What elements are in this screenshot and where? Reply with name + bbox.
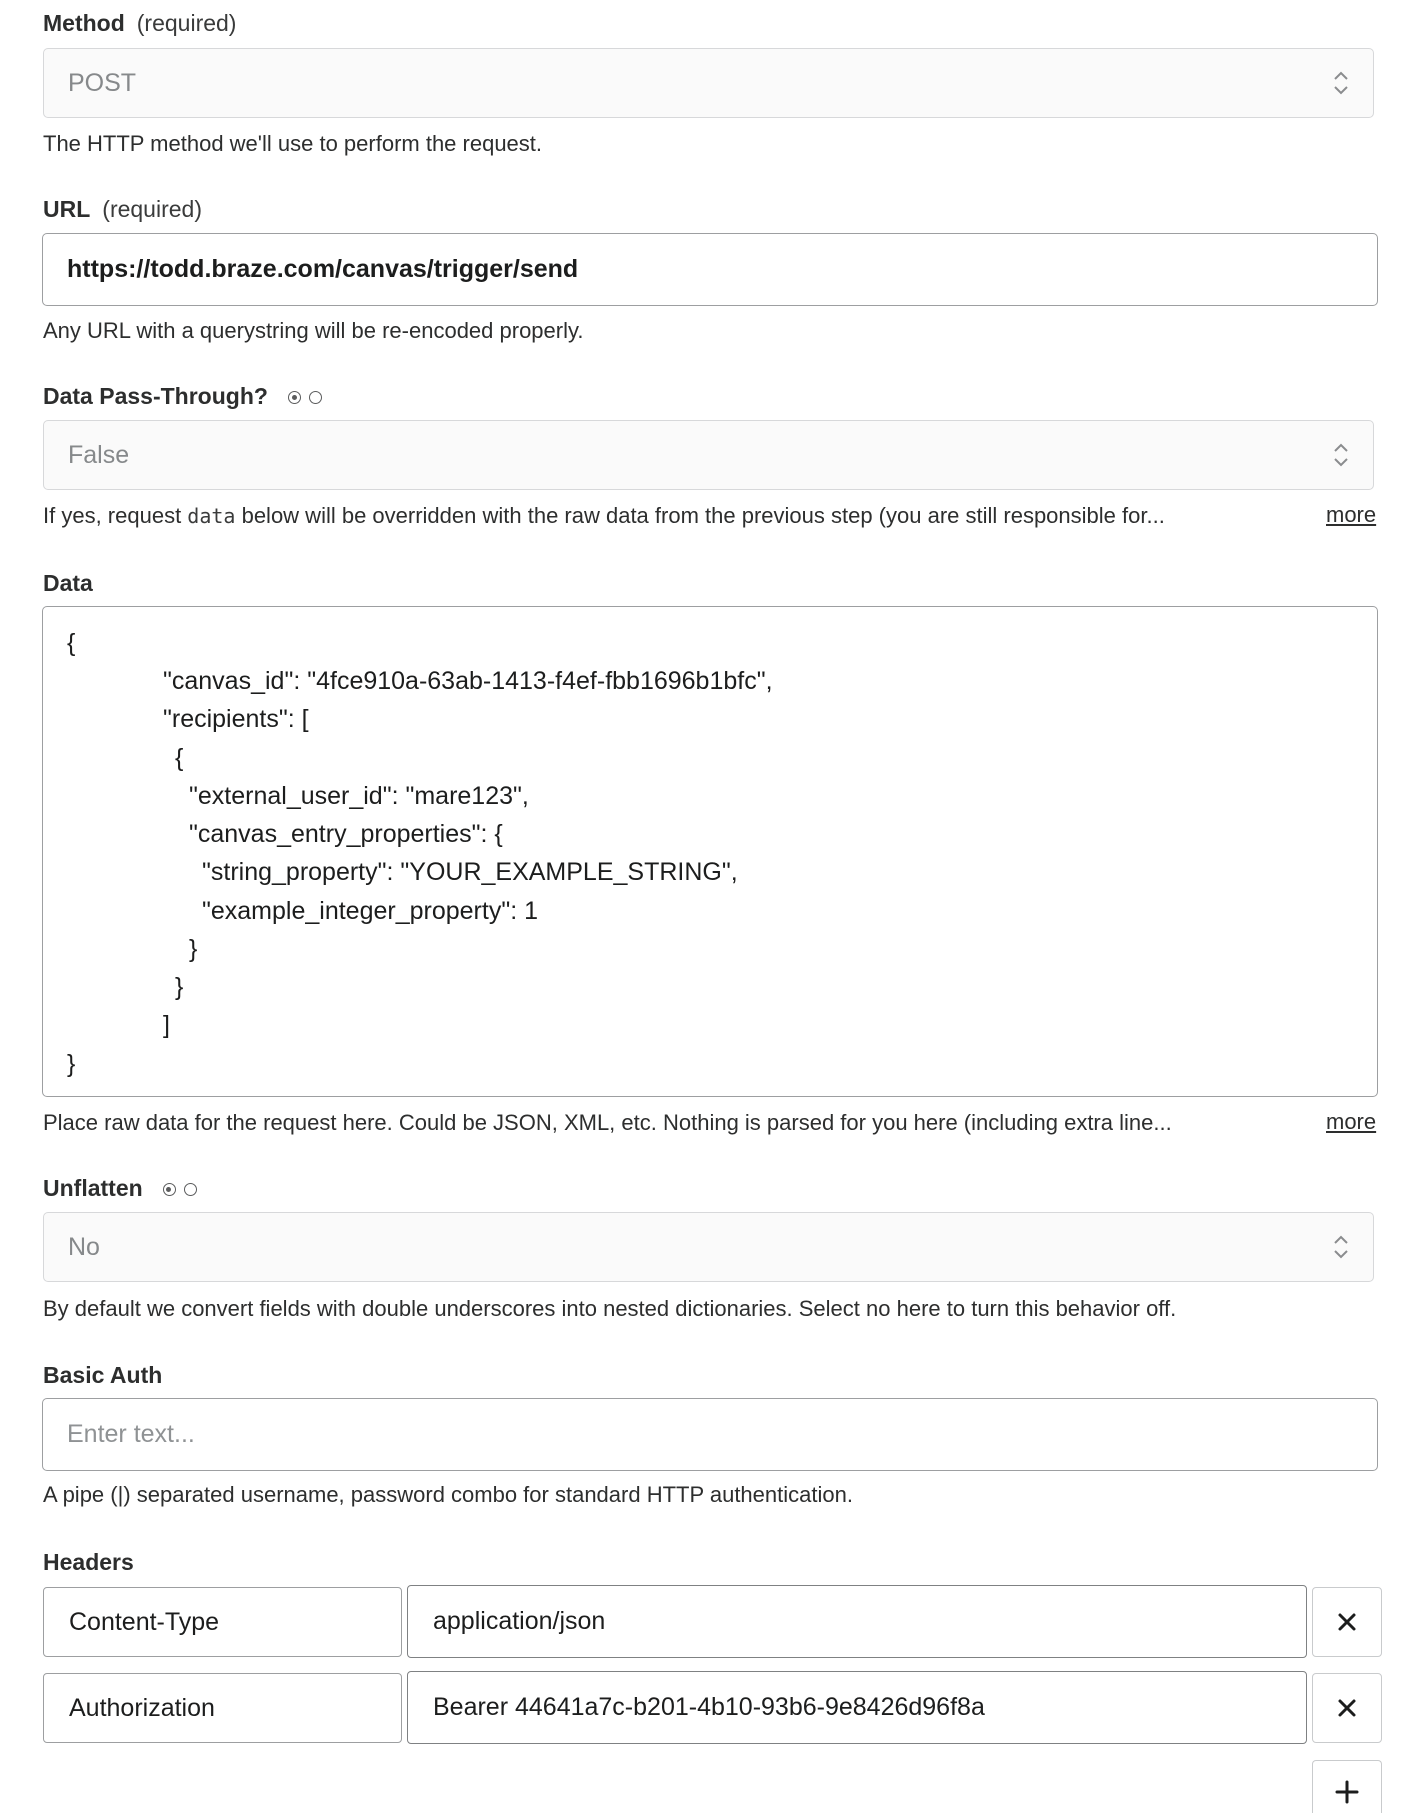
data-line: ] — [163, 1011, 170, 1039]
header-key-value: Authorization — [69, 1693, 215, 1722]
method-help: The HTTP method we'll use to perform the request. — [43, 131, 543, 156]
data-line: "canvas_entry_properties": { — [189, 820, 503, 848]
remove-header-button[interactable] — [1312, 1587, 1382, 1657]
unflatten-radio-off[interactable] — [184, 1183, 197, 1196]
url-input[interactable] — [42, 233, 1378, 306]
plus-icon — [1334, 1779, 1360, 1805]
header-key-input[interactable] — [43, 1673, 402, 1743]
up-down-chevron-icon — [1331, 1232, 1351, 1262]
basic-auth-help: A pipe (|) separated username, password combo for standard HTTP authentication. — [43, 1482, 853, 1507]
header-value-input[interactable] — [407, 1671, 1307, 1744]
passthrough-select-value: False — [68, 440, 130, 469]
data-line: "canvas_id": "4fce910a-63ab-1413-f4ef-fbb1696b1bfc", — [163, 667, 773, 695]
remove-header-button[interactable] — [1312, 1673, 1382, 1743]
passthrough-radio-group[interactable] — [288, 391, 322, 404]
data-line: } — [67, 1050, 76, 1078]
unflatten-radio-group[interactable] — [163, 1183, 197, 1196]
up-down-chevron-icon — [1331, 440, 1351, 470]
data-label: Data — [43, 570, 93, 596]
basic-auth-placeholder: Enter text... — [67, 1420, 195, 1448]
method-required-note: (required) — [136, 10, 237, 36]
unflatten-select-value: No — [68, 1232, 100, 1261]
data-line: "example_integer_property": 1 — [202, 897, 538, 925]
headers-label: Headers — [43, 1549, 134, 1575]
url-help: Any URL with a querystring will be re-encoded properly. — [43, 318, 584, 343]
method-select-value: POST — [68, 68, 137, 97]
unflatten-select[interactable] — [43, 1212, 1374, 1282]
passthrough-select[interactable] — [43, 420, 1374, 490]
data-line: "external_user_id": "mare123", — [189, 782, 529, 810]
passthrough-radio-on[interactable] — [288, 391, 301, 404]
up-down-chevron-icon — [1331, 68, 1351, 98]
unflatten-help: By default we convert fields with double underscores into nested dictionaries. Select no here to turn this behavior off. — [43, 1296, 1177, 1321]
data-more-link[interactable]: more — [1326, 1109, 1377, 1134]
data-line: } — [175, 973, 184, 1001]
passthrough-radio-off[interactable] — [309, 391, 322, 404]
add-header-button[interactable] — [1312, 1760, 1382, 1813]
data-line: "string_property": "YOUR_EXAMPLE_STRING", — [202, 858, 738, 886]
passthrough-label: Data Pass-Through? — [43, 383, 322, 410]
url-required-note: (required) — [102, 196, 202, 222]
method-label: Method (required) — [43, 10, 237, 36]
data-help: Place raw data for the request here. Could be JSON, XML, etc. Nothing is parsed for you here (including extra line... — [43, 1110, 1172, 1135]
basic-auth-input[interactable] — [42, 1398, 1378, 1471]
data-textarea[interactable] — [42, 606, 1378, 1097]
data-line: { — [67, 629, 76, 657]
data-line: { — [175, 744, 184, 772]
passthrough-more-link[interactable]: more — [1326, 502, 1377, 527]
data-line: } — [189, 935, 198, 963]
url-input-value: https://todd.braze.com/canvas/trigger/send — [67, 255, 579, 283]
passthrough-help-code: data — [187, 504, 236, 528]
data-line: "recipients": [ — [163, 705, 309, 733]
header-value-text: Bearer 44641a7c-b201-4b10-93b6-9e8426d96f8a — [433, 1693, 985, 1721]
unflatten-label: Unflatten — [43, 1175, 197, 1202]
url-label: URL (required) — [43, 196, 202, 222]
unflatten-radio-on[interactable] — [163, 1183, 176, 1196]
basic-auth-label: Basic Auth — [43, 1362, 163, 1388]
passthrough-help: If yes, request data below will be overridden with the raw data from the previous step (you are still responsible for... — [43, 503, 1165, 528]
header-key-value: Content-Type — [69, 1607, 220, 1636]
header-value-text: application/json — [433, 1607, 606, 1635]
header-key-input[interactable] — [43, 1587, 402, 1657]
close-icon — [1336, 1697, 1358, 1719]
close-icon — [1336, 1611, 1358, 1633]
header-value-input[interactable] — [407, 1585, 1307, 1658]
method-select[interactable] — [43, 48, 1374, 118]
